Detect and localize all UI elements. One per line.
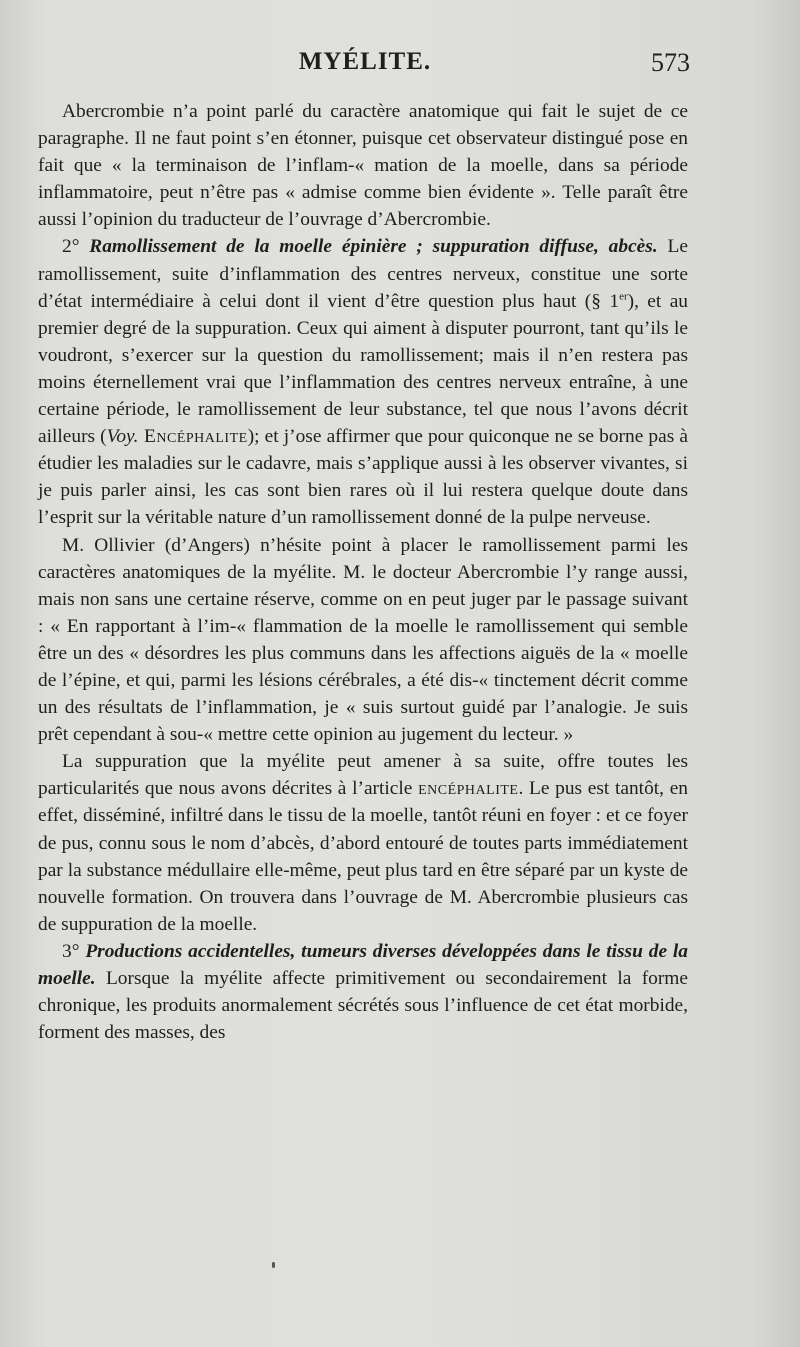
ink-speck (272, 1262, 275, 1268)
paragraph-2-text-c: ); et j’ose affirmer que pour quiconque ne se borne pas à étudier les maladies sur le cadavre, mais s’applique aussi à les observer vivantes, si je puis parler ainsi, les cas sont bien rares où il lui restera quelque doute dans l’esprit sur la véritable nature d’un ramollissement donné de la pulpe nerveuse. (38, 426, 688, 529)
paragraph-2 (38, 233, 688, 531)
section-heading: Ramollissement de la moelle épinière ; suppuration diffuse, abcès. (89, 236, 658, 258)
paragraph-4 (38, 748, 688, 938)
paragraph-5-text-a: Lorsque la myélite affecte primitivement ou secondairement la forme chronique, les produits anormalement sécrétés sous l’influence de cet état morbide, forment des masses, des (38, 968, 688, 1044)
paragraph-4-text-b: . Le pus est tantôt, en effet, disséminé, infiltré dans le tissu de la moelle, tantôt réuni en foyer : et ce foyer de pus, connu sous le nom d’abcès, d’abord entouré de toutes parts immédiatement par la substance médullaire elle-même, peut plus tard en être séparé par un kyste de nouvelle formation. On trouvera dans l’ouvrage de M. Abercrombie plusieurs cas de suppuration de la moelle. (38, 778, 688, 935)
page-number: 573 (651, 48, 690, 77)
paragraph-3: M. Ollivier (d’Angers) n’hésite point à placer le ramollissement parmi les caractères anatomiques de la myélite. M. le docteur Abercrombie l’y range aussi, mais non sans une certaine réserve, comme on en peut juger par le passage suivant : « En rapportant à l’im-« flammation de la moelle le ramollissement qui semble être un des « désordres les plus communs dans les affections aiguës de la « moelle de l’épine, et qui, parmi les lésions cérébrales, a été dis-« tinctement décrit comme un des résultats de l’inflammation, je « suis surtout guidé par l’analogie. Je suis prêt cependant à sou-« mettre cette opinion au jugement du lecteur. » (38, 534, 688, 746)
paragraph-1: Abercrombie n’a point parlé du caractère anatomique qui fait le sujet de ce paragraphe. Il ne faut point s’en étonner, puisque cet observateur distingué pose en fait que « la terminaison de l’inflam-« mation de la moelle, dans sa période inflammatoire, peut n’être pas « admise comme bien évidente ». Telle paraît être aussi l’opinion du traducteur de l’ouvrage d’Abercrombie. (38, 101, 688, 231)
voy-abbrev: Voy. (106, 426, 139, 448)
paragraph-2-text-a: Le ramollissement, suite d’inflammation des centres nerveux, constitue une sorte d’état intermédiaire à celui dont il vient d’être question plus haut (§ 1 (38, 236, 688, 312)
paragraph-5 (38, 938, 688, 1046)
paragraph-2-text-b: ), et au premier degré de la suppuration. Ceux qui aiment à disputer pourront, tant qu’ils le voudront, s’exercer sur la question du ramollissement; mais il n’en restera pas moins éternellement vrai que l’inflammation des centres nerveux entraîne, à une certaine période, le ramollissement de leur substance, tel que nous l’avons décrit ailleurs ( (38, 290, 689, 448)
section-number: 3° (62, 940, 80, 962)
running-head: MYÉLITE. (298, 48, 432, 75)
section-number: 2° (62, 236, 80, 258)
body-text (38, 98, 688, 1046)
section-heading: Productions accidentelles, tumeurs diverses développées dans le tissu de la moelle. (38, 940, 688, 989)
superscript: er (619, 290, 628, 303)
cross-reference: encéphalite (418, 778, 519, 800)
cross-reference: Encéphalite (138, 426, 248, 448)
paragraph-4-text-a: La suppuration que la myélite peut amener à sa suite, offre toutes les particularités que nous avons décrites à l’article (38, 751, 688, 800)
page-header (40, 48, 690, 88)
